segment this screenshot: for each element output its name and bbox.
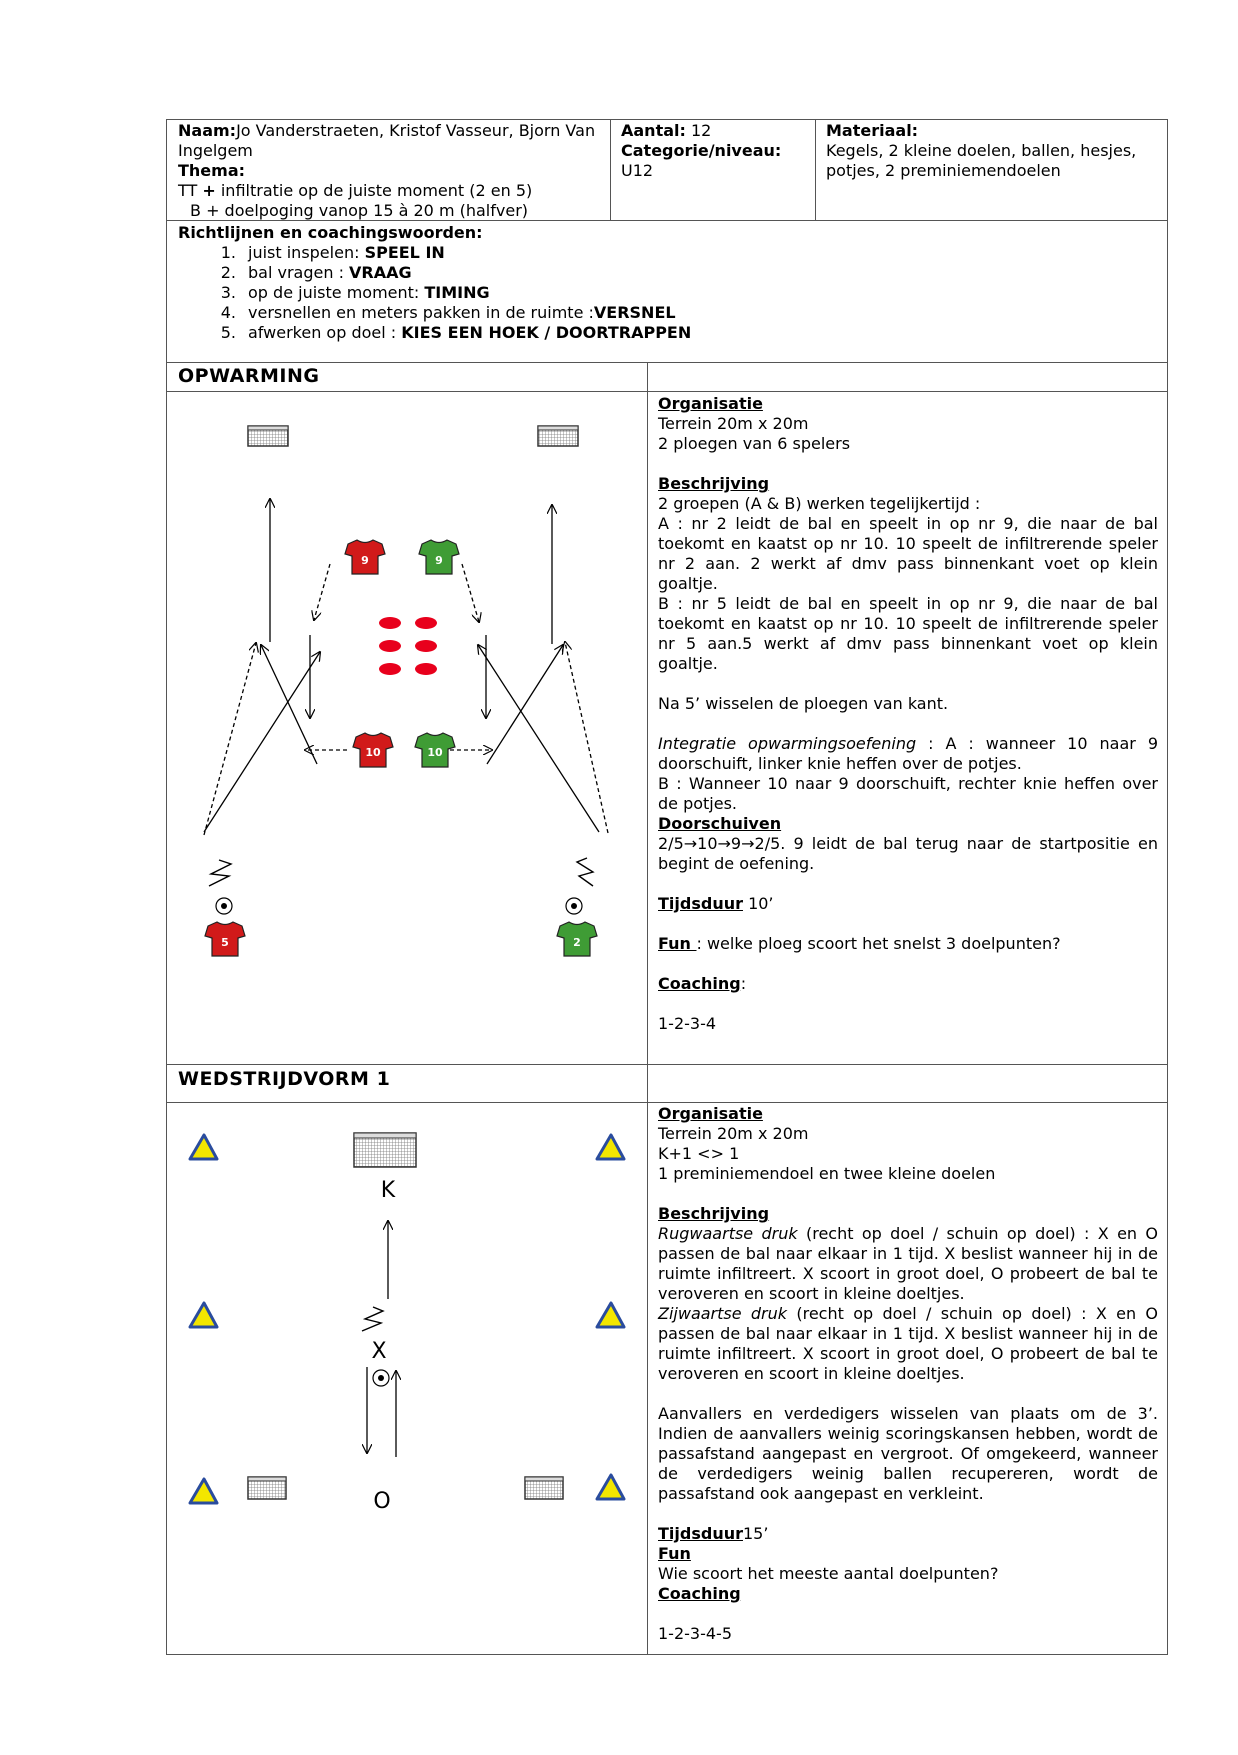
player-green-9-icon <box>419 540 459 574</box>
cone-icon <box>597 1475 624 1499</box>
player-number: 2 <box>573 936 581 949</box>
cone-icon <box>597 1303 624 1327</box>
ball-icon <box>216 898 232 914</box>
player-green-10-icon <box>415 733 455 767</box>
goal-icon <box>248 426 288 446</box>
pass-arrow <box>478 645 599 832</box>
list-item: 4. versnellen en meters pakken in de ruimte :VERSNEL <box>220 303 676 322</box>
opw-besch-p1: 2 groepen (A & B) werken tegelijkertijd : <box>658 494 981 513</box>
list-item: 2. bal vragen : VRAAG <box>220 263 412 282</box>
opw-org-label: Organisatie <box>658 394 763 413</box>
aantal-cell <box>621 121 811 181</box>
divider-header-2 <box>815 119 816 221</box>
wv-zij-label: Zijwaartse druk <box>658 1304 788 1323</box>
player-green-2-icon <box>557 922 597 956</box>
divider-richtlijnen-bottom <box>166 362 1168 363</box>
cone-markers <box>379 617 437 675</box>
opw-besch-label: Beschrijving <box>658 474 770 493</box>
opwarming-text: Organisatie Terrein 20m x 20m 2 ploegen van 6 spelers Beschrijving 2 groepen (A & B) werken tegelijkertijd : A : nr 2 leidt de bal en speelt in op nr 9, die naar de bal toekomt en kaatst op nr 10. 10 speelt de infiltrerende speler nr 2 aan. 2 werkt af dmv pass binnenkant voet op klein goaltje. B : nr 5 leidt de bal en speelt in op nr 9, die naar de bal toekomt en kaatst op nr 10. 10 speelt de infiltrerende speler nr 5 aan.5 werkt af dmv pass binnenkant voet op klein goaltje. Na 5’ wisselen de ploegen van kant. Integratie opwarmingsoefening : A : wanneer 10 naar 9 doorschuift, linker knie heffen over de potjes. B : Wanneer 10 naar 9 doorschuift, rechter knie heffen over de potjes. Doorschuiven 2/5→10→9→2/5. 9 leidt de bal terug naar de startpositie en begint de oefening. Tijdsduur 10’ Fun : welke ploeg scoort het snelst 3 doelpunten? Coaching: 1-2-3-4 <box>658 394 1158 1033</box>
cone-icon <box>190 1135 217 1159</box>
wv-fun-label: Fun <box>658 1544 691 1563</box>
richtlijnen-list <box>178 243 1158 343</box>
player-number: 9 <box>361 554 369 567</box>
wv-coach-value: 1-2-3-4-5 <box>658 1624 732 1643</box>
player-number: 10 <box>365 746 381 759</box>
wv-rug-text: (recht op doel / schuin op doel) : X en O passen de bal naar elkaar in 1 tijd. X beslist wanneer hij in de ruimte infiltreert. X scoort in groot doel, O probeert de bal te veroveren en scoort in kleine doeltjes. <box>658 1224 1158 1303</box>
naam-label: Naam: <box>178 121 237 140</box>
player-red-9-icon <box>345 540 385 574</box>
aantal-label: Aantal: <box>621 121 686 140</box>
player-red-10-icon <box>353 733 393 767</box>
wv-rug-label: Rugwaartse druk <box>658 1224 798 1243</box>
list-item: 1. juist inspelen: SPEEL IN <box>220 243 445 262</box>
dribble-icon <box>209 860 231 886</box>
wv-tijd-label: Tijdsduur <box>658 1524 743 1543</box>
list-item: 5. afwerken op doel : KIES EEN HOEK / DOORTRAPPEN <box>220 323 692 342</box>
opw-org-line: 2 ploegen van 6 spelers <box>658 434 851 453</box>
opw-fun-value: : welke ploeg scoort het snelst 3 doelpunten? <box>696 934 1061 953</box>
player-number: 9 <box>435 554 443 567</box>
border-right <box>1167 119 1168 1655</box>
richtlijnen-title: Richtlijnen en coachingswoorden: <box>178 223 483 242</box>
wv-org-line: K+1 <> 1 <box>658 1144 740 1163</box>
aantal-value: 12 <box>685 121 712 140</box>
thema-label: Thema: <box>178 161 246 180</box>
cone-icon <box>190 1303 217 1327</box>
dribble-arrow <box>204 643 256 835</box>
wv-org-line: 1 preminiemendoel en twee kleine doelen <box>658 1164 996 1183</box>
pass-arrow <box>204 652 320 832</box>
thema-line2: B + doelpoging vanop 15 à 20 m (halfver) <box>190 201 529 220</box>
wv-coach-label: Coaching <box>658 1584 741 1603</box>
opwarming-diagram <box>167 392 647 1064</box>
cone-icon <box>597 1135 624 1159</box>
divider-vertical-main <box>647 362 648 1655</box>
richtlijnen-cell <box>178 223 1158 343</box>
move-arrow <box>462 564 479 622</box>
opw-besch-p2: A : nr 2 leidt de bal en speelt in op nr 9, die naar de bal toekomt en kaatst op nr 10. 10 speelt de infiltrerende speler nr 2 aan. 2 werkt af dmv pass binnenkant voet op klein goaltje. <box>658 514 1158 593</box>
categorie-value: U12 <box>621 161 654 180</box>
opw-integratie-label: Integratie opwarmingsoefening <box>658 734 917 753</box>
dribble-icon <box>577 858 593 886</box>
session-sheet <box>166 119 1168 1655</box>
attacker-label: X <box>371 1339 387 1364</box>
divider-opwarming-bottom <box>166 1064 1168 1065</box>
thema-line1-text: infiltratie op de juiste moment (2 en 5) <box>215 181 533 200</box>
wv-org-label: Organisatie <box>658 1104 763 1123</box>
opwarming-title: OPWARMING <box>178 365 320 387</box>
border-top <box>166 119 1168 120</box>
wedstrijdvorm-title: WEDSTRIJDVORM 1 <box>178 1068 391 1090</box>
small-goal-icon <box>248 1477 286 1499</box>
opw-org-line: Terrein 20m x 20m <box>658 414 809 433</box>
opw-besch-p3: B : nr 5 leidt de bal en speelt in op nr 9, die naar de bal toekomt en kaatst op nr 10. 10 speelt de infiltrerende speler nr 5 aan.5 werkt af dmv pass binnenkant voet op klein goaltje. <box>658 594 1158 673</box>
wv-wissel-text: Aanvallers en verdedigers wisselen van plaats om de 3’. Indien de aanvallers weinig scoringskansen hebben, wordt de passafstand aangepast en vergroot. Of omgekeerd, wanneer de verdedigers weinig ballen recupereren, wordt de passafstand ook aangepast en verkleint. <box>658 1404 1158 1503</box>
ball-icon <box>373 1370 389 1386</box>
wedstrijdvorm-text <box>658 1104 1158 1644</box>
small-goal-icon <box>525 1477 563 1499</box>
dribble-icon <box>362 1307 383 1331</box>
opw-coach-value: 1-2-3-4 <box>658 1014 717 1033</box>
run-arrow <box>487 645 563 764</box>
wv-fun-value: Wie scoort het meeste aantal doelpunten? <box>658 1564 999 1583</box>
border-bottom <box>166 1654 1168 1655</box>
materiaal-label: Materiaal: <box>826 121 919 140</box>
wv-tijd-value: 15’ <box>742 1524 769 1543</box>
player-number: 10 <box>427 746 443 759</box>
divider-header-1 <box>610 119 611 221</box>
wv-org-line: Terrein 20m x 20m <box>658 1124 809 1143</box>
opw-integratie-a: : A : wanneer 10 naar 9 doorschuift, linker knie heffen over de potjes. <box>658 734 1158 773</box>
wv-besch-label: Beschrijving <box>658 1204 770 1223</box>
thema-line1-prefix: TT <box>178 181 203 200</box>
opw-integratie-b: B : Wanneer 10 naar 9 doorschuift, rechter knie heffen over de potjes. <box>658 774 1158 813</box>
keeper-label: K <box>380 1178 396 1203</box>
opw-coach-label: Coaching <box>658 974 741 993</box>
list-item: 3. op de juiste moment: TIMING <box>220 283 490 302</box>
materiaal-cell <box>826 121 1162 181</box>
opw-door-text: 2/5→10→9→2/5. 9 leidt de bal terug naar de startpositie en begint de oefening. <box>658 834 1158 873</box>
materiaal-value: Kegels, 2 kleine doelen, ballen, hesjes, potjes, 2 preminiemendoelen <box>826 141 1137 180</box>
opw-tijd-label: Tijdsduur <box>658 894 743 913</box>
thema-plus: + <box>202 181 216 200</box>
naam-value: Jo Vanderstraeten, Kristof Vasseur, Bjorn Van Ingelgem <box>178 121 596 160</box>
run-arrow <box>261 645 317 764</box>
categorie-label: Categorie/niveau: <box>621 141 782 160</box>
big-goal-icon <box>354 1133 416 1167</box>
wv-zij-text: (recht op doel / schuin op doel) : X en O passen de bal naar elkaar in 1 tijd. X beslist wanneer hij in de ruimte infiltreert. X scoort in groot doel, O probeert de bal te veroveren en scoort in kleine doeltjes. <box>658 1304 1159 1383</box>
opw-wissel: Na 5’ wisselen de ploegen van kant. <box>658 694 949 713</box>
dribble-arrow <box>565 642 608 833</box>
naam-thema-cell <box>178 121 606 221</box>
cone-icon <box>190 1479 217 1503</box>
wedstrijdvorm-diagram <box>167 1103 647 1654</box>
ball-icon <box>566 898 582 914</box>
opw-door-label: Doorschuiven <box>658 814 782 833</box>
goal-icon <box>538 426 578 446</box>
move-arrow <box>314 564 330 620</box>
defender-label: O <box>373 1489 391 1514</box>
opw-fun-label: Fun <box>658 934 697 953</box>
player-red-5-icon <box>205 922 245 956</box>
opw-tijd-value: 10’ <box>742 894 774 913</box>
player-number: 5 <box>221 936 229 949</box>
